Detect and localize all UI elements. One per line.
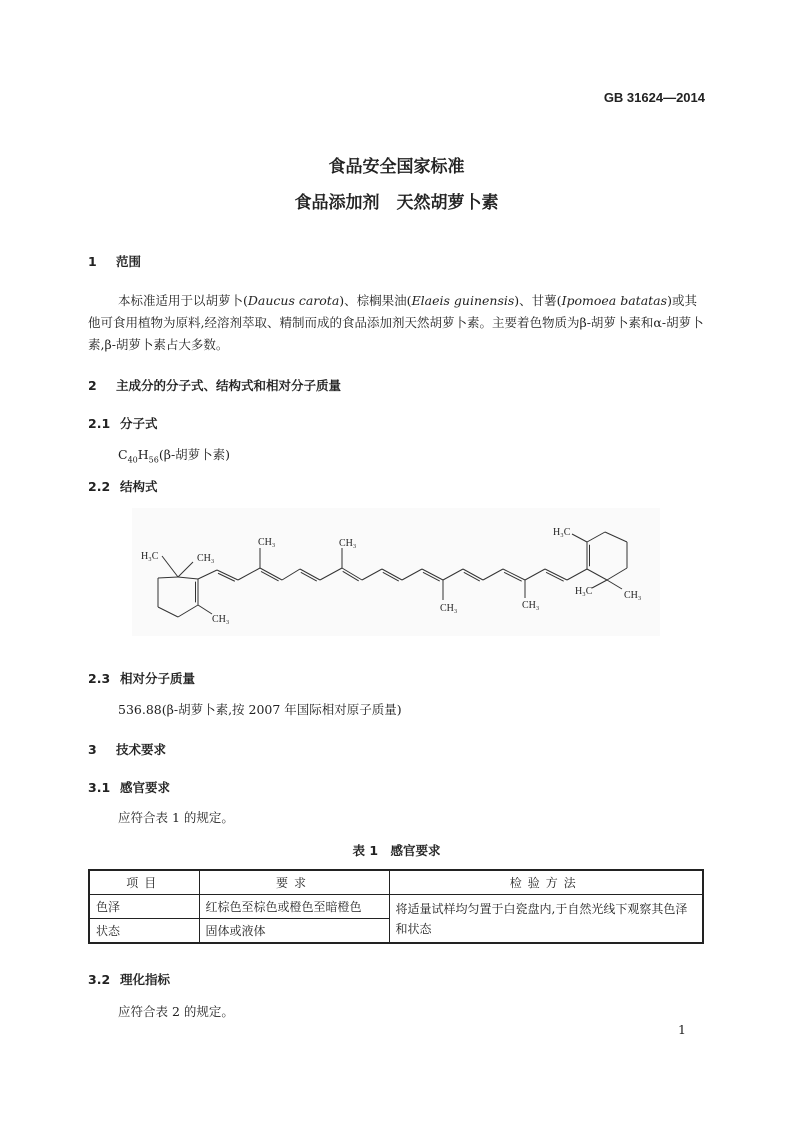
section-3-heading: 3 技术要求 xyxy=(88,742,167,757)
table-header: 项目 xyxy=(89,870,199,895)
section-2-heading: 2 主成分的分子式、结构式和相对分子质量 xyxy=(88,378,342,393)
molecular-formula: $C_{40}H_{56}(\beta-$胡萝卜素) xyxy=(118,447,231,465)
structure-label: H₃C xyxy=(141,551,159,562)
section-1-heading: 1 范围 xyxy=(88,254,142,269)
table-1-caption: 表 1 感官要求 xyxy=(352,843,441,858)
table-1 xyxy=(88,869,704,944)
structure-label: H₃C xyxy=(553,527,571,538)
structure-label: CH₃ xyxy=(258,537,276,548)
structure-label: CH₃ xyxy=(212,614,230,625)
scope-paragraph: 本标准适用于以胡萝卜(Daucus carota)、棕榈果油(Elaeis guinensis)、甘薯(Ipomoea batatas)或其他可食用植物为原料,经溶剂萃取、精制而成的食品添加剂天然胡萝卜素。主要着色物质为β-胡萝卜素和α-胡萝卜素,β-胡萝卜素占大多数。 xyxy=(88,293,704,352)
structure-label: CH₃ xyxy=(624,590,642,601)
molecular-mass: 536.88(β-胡萝卜素,按 2007 年国际相对原子质量) xyxy=(118,702,402,717)
section-2-3-heading: 2.3 相对分子质量 xyxy=(88,671,196,686)
section-3-1-text: 应符合表 1 的规定。 xyxy=(118,810,234,825)
table-row: 状态 固体或液体 xyxy=(89,919,703,944)
structure-label: CH₃ xyxy=(522,600,540,611)
structure-label: CH₃ xyxy=(339,538,357,549)
title-line-1: 食品安全国家标准 xyxy=(328,157,465,177)
table-row: 色泽 红棕色至棕色或橙色至暗橙色 将适量试样均匀置于白瓷盘内,于自然光线下观察其色泽和状态 xyxy=(89,895,703,919)
structure-label: CH₃ xyxy=(197,553,215,564)
section-2-1-heading: 2.1 分子式 xyxy=(88,416,158,431)
section-3-2-heading: 3.2 理化指标 xyxy=(88,972,171,987)
structure-label: H₃C xyxy=(575,586,593,597)
table-header: 要求 xyxy=(199,870,389,895)
standard-number: GB 31624—2014 xyxy=(603,90,705,105)
structure-label: CH₃ xyxy=(440,603,458,614)
table-header: 检验方法 xyxy=(389,870,703,895)
section-2-2-heading: 2.2 结构式 xyxy=(88,479,158,494)
page-number: 1 xyxy=(678,1022,686,1037)
section-3-1-heading: 3.1 感官要求 xyxy=(88,780,171,795)
section-3-2-text: 应符合表 2 的规定。 xyxy=(118,1004,234,1019)
title-line-2: 食品添加剂 天然胡萝卜素 xyxy=(294,193,499,213)
